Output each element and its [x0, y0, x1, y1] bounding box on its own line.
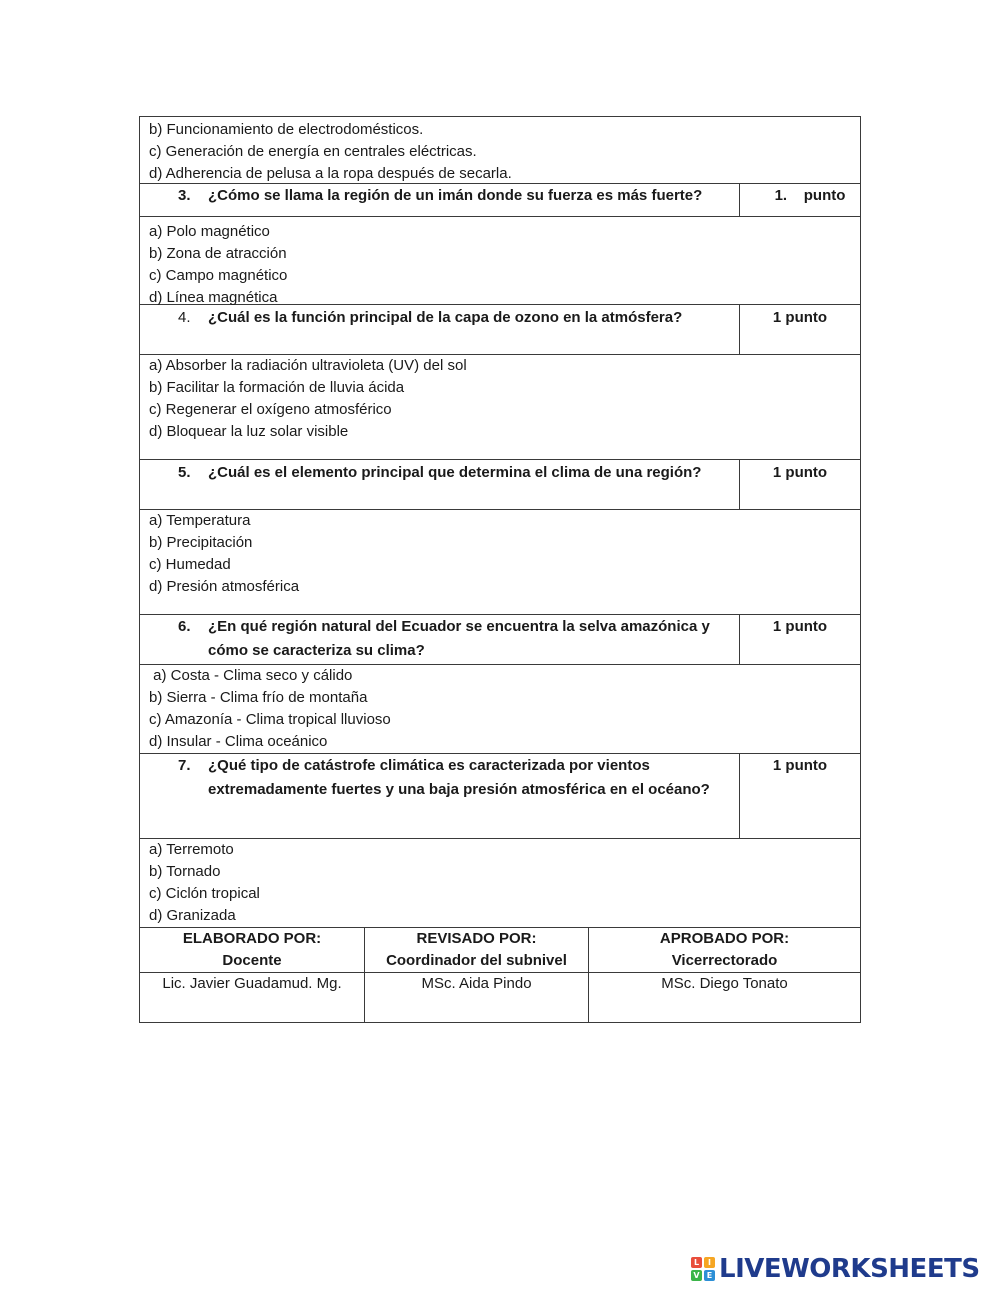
question-4 — [140, 305, 740, 354]
logo-tile: V — [691, 1270, 702, 1281]
option[interactable]: d) Granizada — [149, 907, 236, 924]
option[interactable]: a) Terremoto — [149, 841, 234, 858]
revisado-name: MSc. Aida Pindo — [364, 973, 588, 1022]
question-points: 1 punto — [772, 464, 828, 481]
question-number: 4. — [178, 309, 191, 326]
question-4-row — [139, 305, 861, 355]
revisado-header — [364, 928, 588, 972]
elaborado-header — [140, 928, 364, 972]
logo-tile: I — [704, 1257, 715, 1268]
logo-text: LIVEWORKSHEETS — [719, 1254, 980, 1284]
option[interactable]: b) Facilitar la formación de lluvia ácida — [149, 379, 405, 396]
question-5 — [140, 460, 740, 509]
logo-tile: L — [691, 1257, 702, 1268]
continued-options — [139, 116, 861, 184]
question-points: 1 punto — [772, 309, 828, 326]
question-text: ¿Cómo se llama la región de un imán donde su fuerza es más fuerte? — [208, 187, 703, 204]
option[interactable]: c) Humedad — [149, 556, 231, 573]
question-text: ¿Cuál es el elemento principal que determina el clima de una región? — [208, 464, 702, 481]
option[interactable]: c) Generación de energía en centrales eléctricas. — [149, 143, 477, 160]
question-5-row — [139, 460, 861, 510]
option[interactable]: a) Polo magnético — [149, 223, 270, 240]
aprobado-header — [588, 928, 860, 972]
logo-tile: E — [704, 1270, 715, 1281]
question-text: ¿Qué tipo de catástrofe climática es caracterizada por vientos extremadamente fuertes y una baja presión atmosférica en el océano? — [208, 757, 710, 798]
question-points: 1. punto — [774, 187, 846, 204]
revisado-role: Coordinador del subnivel — [386, 952, 567, 969]
question-6 — [140, 615, 740, 664]
question-5-options — [139, 510, 861, 615]
question-7-row — [139, 754, 861, 839]
option[interactable]: b) Precipitación — [149, 534, 253, 551]
option[interactable]: b) Funcionamiento de electrodomésticos. — [149, 121, 424, 138]
question-3 — [140, 184, 740, 216]
option[interactable]: b) Zona de atracción — [149, 245, 287, 262]
elaborado-name: Lic. Javier Guadamud. Mg. — [162, 975, 342, 992]
revisado-title: REVISADO POR: — [416, 930, 537, 947]
signature-names — [139, 973, 861, 1023]
question-3-options — [139, 217, 861, 305]
option[interactable]: c) Regenerar el oxígeno atmosférico — [149, 401, 392, 418]
option[interactable]: d) Presión atmosférica — [149, 578, 300, 595]
question-7-options — [139, 839, 861, 928]
signature-headers — [139, 928, 861, 973]
worksheet-table — [139, 116, 861, 1023]
option[interactable]: a) Costa - Clima seco y cálido — [149, 667, 353, 684]
question-number: 6. — [178, 618, 191, 635]
option[interactable]: d) Línea magnética — [149, 289, 278, 306]
aprobado-name: MSc. Diego Tonato — [588, 973, 860, 1022]
option[interactable]: d) Insular - Clima oceánico — [149, 733, 328, 750]
question-6-row — [139, 615, 861, 665]
option[interactable]: b) Tornado — [149, 863, 221, 880]
aprobado-role: Vicerrectorado — [671, 952, 778, 969]
option[interactable]: a) Absorber la radiación ultravioleta (UV) del sol — [149, 357, 467, 374]
question-text: ¿En qué región natural del Ecuador se encuentra la selva amazónica y cómo se caracteriza su clima? — [208, 618, 710, 659]
liveworksheets-logo — [691, 1255, 980, 1283]
logo-icon — [691, 1257, 715, 1281]
option[interactable]: d) Adherencia de pelusa a la ropa después de secarla. — [149, 165, 512, 182]
aprobado-title: APROBADO POR: — [659, 930, 790, 947]
elaborado-title: ELABORADO POR: — [182, 930, 322, 947]
question-4-options — [139, 355, 861, 460]
option[interactable]: c) Amazonía - Clima tropical lluvioso — [149, 711, 391, 728]
option[interactable]: b) Sierra - Clima frío de montaña — [149, 689, 368, 706]
option[interactable]: d) Bloquear la luz solar visible — [149, 423, 349, 440]
question-points: 1 punto — [772, 757, 828, 774]
question-number: 3. — [178, 187, 191, 204]
question-3-row — [139, 184, 861, 217]
question-6-options — [139, 665, 861, 754]
elaborado-role: Docente — [222, 952, 282, 969]
option[interactable]: c) Campo magnético — [149, 267, 288, 284]
question-number: 5. — [178, 464, 191, 481]
option[interactable]: a) Temperatura — [149, 512, 251, 529]
question-text: ¿Cuál es la función principal de la capa de ozono en la atmósfera? — [208, 309, 683, 326]
question-points: 1 punto — [772, 618, 828, 635]
question-number: 7. — [178, 757, 191, 774]
question-7 — [140, 754, 740, 838]
option[interactable]: c) Ciclón tropical — [149, 885, 260, 902]
